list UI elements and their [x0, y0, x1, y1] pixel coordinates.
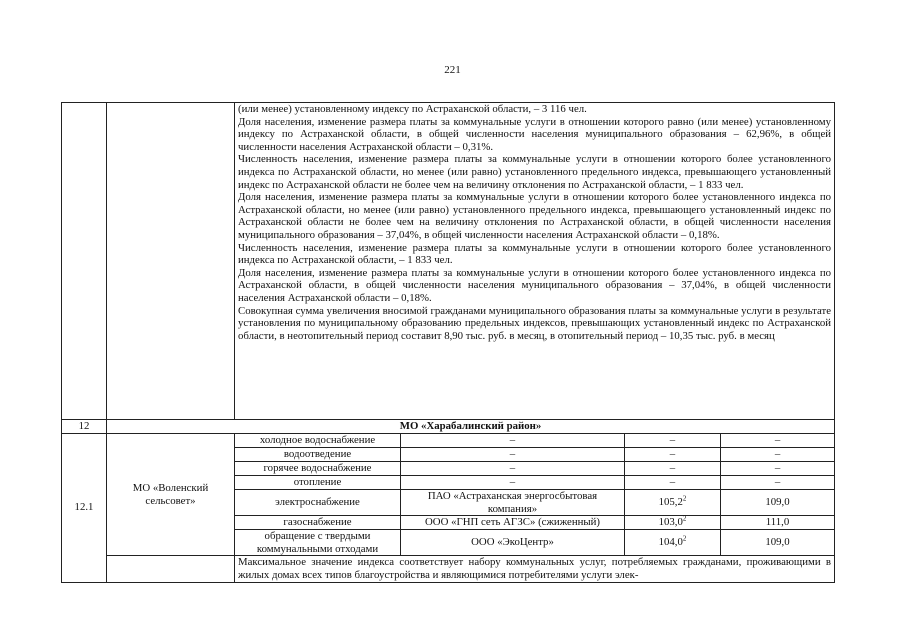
- provider: –: [401, 448, 625, 462]
- provider: –: [401, 476, 625, 490]
- indices-table: [61, 102, 835, 583]
- paragraph: Численность населения, изменение размера платы за коммунальные услуги в отношении которого более установленного индекса по Астраханской области, – 1 833 чел.: [238, 241, 832, 267]
- service-row: [62, 434, 835, 448]
- section-row: [62, 420, 835, 434]
- provider: ПАО «Астраханская энергосбытовая компания»: [401, 490, 625, 516]
- footnote-mark: 2: [682, 534, 687, 543]
- limit-value: –: [721, 462, 835, 476]
- index-value: –: [625, 434, 721, 448]
- footnote-mark: 2: [682, 514, 687, 523]
- municipality-name: МО «Воленский сельсовет»: [107, 434, 235, 556]
- limit-value: –: [721, 434, 835, 448]
- service-name: газоснабжение: [235, 516, 401, 530]
- index-value: –: [625, 462, 721, 476]
- service-name: отопление: [235, 476, 401, 490]
- subsection-number: 12.1: [62, 434, 107, 583]
- limit-value: –: [721, 448, 835, 462]
- empty-cell: [107, 103, 235, 420]
- index-value: –: [625, 476, 721, 490]
- section-title: МО «Харабалинский район»: [107, 420, 835, 434]
- paragraph: Доля населения, изменение размера платы за коммунальные услуги в отношении которого более установленного индекса по Астраханской области, но менее (или равно) установленного предельного индекса, превышающего установленный индекс по Астраханской области не более чем на величину отклонения по Астраханской области, в общей численности населения муниципального образования – 37,04%, в общей численности населения Астраханской области – 0,18%.: [238, 191, 832, 241]
- paragraph: Доля населения, изменение размера платы за коммунальные услуги в отношении которого более установленного индекса по Астраханской области, в общей численности населения муниципального образования – 37,04%, в общей численности населения Астраханской области – 0,18%.: [238, 266, 832, 304]
- service-name: холодное водоснабжение: [235, 434, 401, 448]
- note-text: Максимальное значение индекса соответствует набору коммунальных услуг, потребляемых гражданами, проживающими в жилых домах всех типов благоустройства и являющимися потребителями услуги элек-: [235, 556, 835, 582]
- index-value: 104,0: [658, 536, 683, 549]
- note-row: [62, 556, 835, 582]
- paragraph: Численность населения, изменение размера платы за коммунальные услуги в отношении которого более установленного индекса по Астраханской области, но менее (или равно) установленного предельного индекса, превышающего установленный индекс по Астраханской области не более чем на величину отклонения по Астраханской области, – 1 833 чел.: [238, 153, 832, 191]
- index-cell: [625, 490, 721, 516]
- footnote-mark: 2: [682, 494, 687, 503]
- paragraph: Доля населения, изменение размера платы за коммунальные услуги в отношении которого равно (или менее) установленному индексу по Астраханской области, в общей численности населения муниципального образования – 62,96%, в общей численности населения Астраханской области – 0,31%.: [238, 115, 832, 153]
- continuation-row: [62, 103, 835, 420]
- limit-value: –: [721, 476, 835, 490]
- limit-value: 111,0: [721, 516, 835, 530]
- provider: –: [401, 434, 625, 448]
- index-cell: [625, 516, 721, 530]
- paragraph: Совокупная сумма увеличения вносимой гражданами муниципального образования платы за коммунальные услуги в результате установления по муниципальному образованию предельных индексов, превышающих установленный индекс по Астраханской области, в неотопительный период составит 8,90 тыс. руб. в месяц, в отопительный период – 10,35 тыс. руб. в месяц: [238, 304, 832, 342]
- continuation-text: [235, 103, 835, 420]
- provider: –: [401, 462, 625, 476]
- index-value: 103,0: [658, 516, 683, 529]
- paragraph: (или менее) установленному индексу по Астраханской области, – 3 116 чел.: [238, 103, 587, 115]
- limit-value: 109,0: [721, 490, 835, 516]
- empty-cell: [62, 103, 107, 420]
- section-number: 12: [62, 420, 107, 434]
- service-name: горячее водоснабжение: [235, 462, 401, 476]
- limit-value: 109,0: [721, 530, 835, 556]
- provider: ООО «ГНП сеть АГЗС» (сжиженный): [401, 516, 625, 530]
- service-name: водоотведение: [235, 448, 401, 462]
- index-cell: [625, 530, 721, 556]
- service-name: электроснабжение: [235, 490, 401, 516]
- provider: ООО «ЭкоЦентр»: [401, 530, 625, 556]
- page-number: 221: [444, 64, 461, 76]
- index-value: –: [625, 448, 721, 462]
- index-value: 105,2: [658, 496, 683, 509]
- service-name: обращение с твердыми коммунальными отходами: [235, 530, 401, 556]
- empty-cell: [107, 556, 235, 582]
